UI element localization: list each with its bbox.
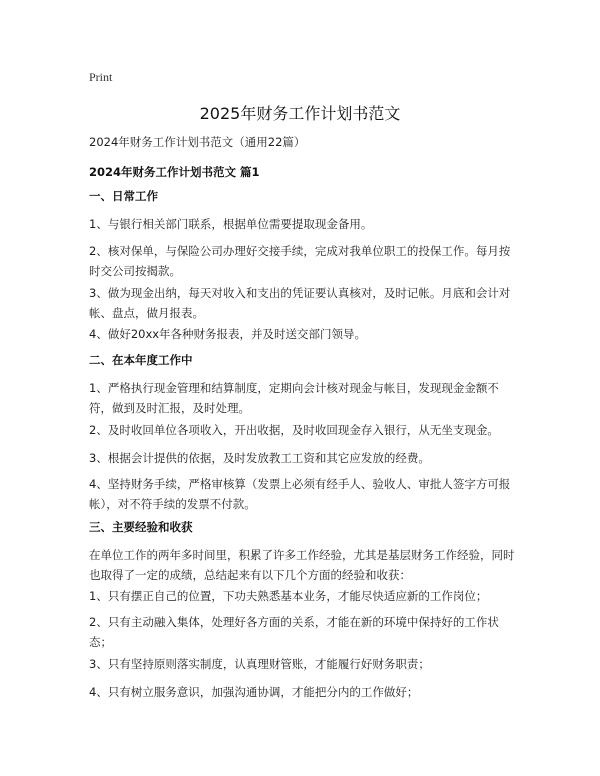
section-heading: 三、主要经验和收获 bbox=[89, 520, 193, 534]
paragraph: 2、核对保单，与保险公司办理好交接手续，完成对我单位职工的投保工作。每月按时交公司按揭款。 bbox=[89, 244, 511, 278]
paragraph: 4、做好20xx年各种财务报表，并及时送交部门领导。 bbox=[89, 327, 367, 341]
paragraph: 1、只有摆正自己的位置，下功夫熟悉基本业务，才能尽快适应新的工作岗位； bbox=[89, 589, 488, 603]
section-heading: 一、日常工作 bbox=[89, 189, 158, 203]
page-title: 2025年财务工作计划书范文 bbox=[199, 104, 401, 123]
section-heading: 二、在本年度工作中 bbox=[89, 353, 193, 367]
paragraph: 2、只有主动融入集体，处理好各方面的关系，才能在新的环境中保持好的工作状态； bbox=[89, 615, 499, 649]
paragraph: 4、只有树立服务意识，加强沟通协调，才能把分内的工作做好； bbox=[89, 685, 419, 699]
paragraph: 1、严格执行现金管理和结算制度，定期向会计核对现金与帐目，发现现金金额不符，做到及时汇报，及时处理。 bbox=[89, 381, 499, 415]
paragraph: 1、与银行相关部门联系，根据单位需要提取现金备用。 bbox=[89, 217, 373, 231]
paragraph: 3、做为现金出纳，每天对收入和支出的凭证要认真核对，及时记帐。月底和会计对帐、盘点，做月报表。 bbox=[89, 286, 511, 320]
paragraph: 3、根据会计提供的依据，及时发放教工工资和其它应发放的经费。 bbox=[89, 451, 430, 465]
paragraph: 在单位工作的两年多时间里，积累了许多工作经验，尤其是基层财务工作经验，同时也取得了一定的成绩，总结起来有以下几个方面的经验和收获： bbox=[89, 548, 515, 582]
paragraph: 4、坚持财务手续，严格审核算（发票上必须有经手人、验收人、审批人签字方可报帐），对不符手续的发票不付款。 bbox=[89, 477, 511, 511]
subtitle: 2024年财务工作计划书范文（通用22篇） bbox=[89, 135, 306, 149]
paragraph: 2、及时收回单位各项收入，开出收据，及时收回现金存入银行，从无坐支现金。 bbox=[89, 423, 499, 437]
article-heading: 2024年财务工作计划书范文 篇1 bbox=[89, 165, 260, 179]
paragraph: 3、只有坚持原则落实制度，认真理财管账，才能履行好财务职责； bbox=[89, 657, 430, 671]
print-label[interactable]: Print bbox=[89, 70, 113, 84]
